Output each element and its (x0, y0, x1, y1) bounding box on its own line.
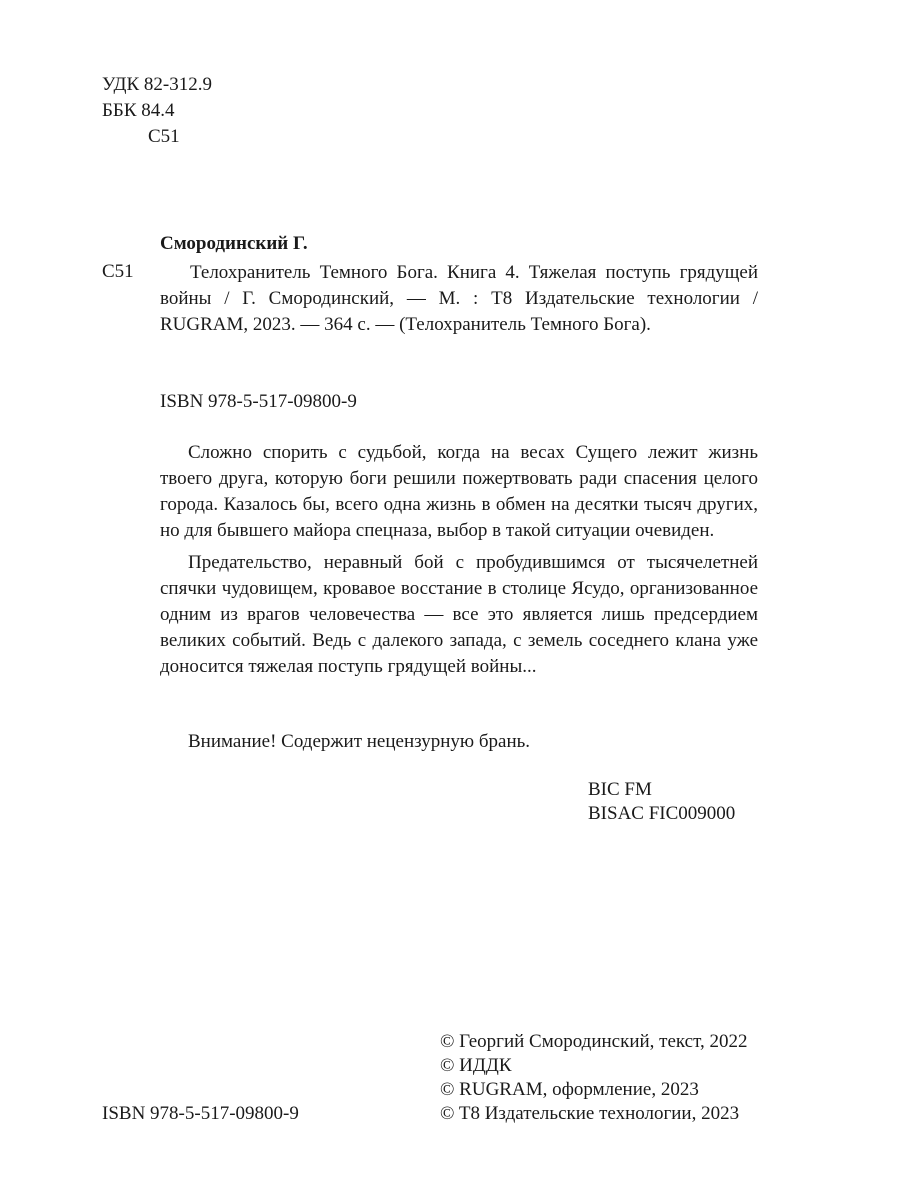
author-mark: С51 (102, 261, 134, 282)
bibliographic-description: Телохранитель Темного Бога. Книга 4. Тяжелая поступь грядущей войны / Г. Смородинский, — М. : T8 Издательские технологии / RUGRAM, 2023. — 364 с. — (Телохранитель Темного Бога). (160, 262, 758, 335)
bic-code: BIC FM (588, 779, 652, 800)
bisac-code: BISAC FIC009000 (588, 803, 736, 824)
subject-codes (588, 778, 735, 826)
classification-codes (102, 72, 212, 150)
content-warning: Внимание! Содержит нецензурную брань. (188, 731, 531, 752)
author-heading: Смородинский Г. (160, 233, 308, 254)
copyright-line: © ИДДК (440, 1055, 512, 1076)
annotation-paragraph: Сложно спорить с судьбой, когда на весах Сущего лежит жизнь твоего друга, которую боги решили пожертвовать ради спасения целого города. Казалось бы, всего одна жизнь в обмен на десятки тысяч других, но для бывшего майора спецназа, выбор в такой ситуации очевиден. (160, 442, 758, 541)
annotation (160, 440, 758, 686)
copyright-line: © RUGRAM, оформление, 2023 (440, 1079, 699, 1100)
copyright-line: © T8 Издательские технологии, 2023 (440, 1103, 740, 1124)
copyright-line: © Георгий Смородинский, текст, 2022 (440, 1031, 748, 1052)
annotation-paragraph: Предательство, неравный бой с пробудившимся от тысячелетней спячки чудовищем, кровавое восстание в столице Ясудо, организованное одним из врагов человечества — все это является лишь предсердием великих событий. Ведь с далекого запада, с земель соседнего клана уже доносится тяжелая поступь грядущей войны... (160, 552, 758, 677)
isbn-main: ISBN 978-5-517-09800-9 (160, 391, 357, 412)
udk-code: УДК 82-312.9 (102, 74, 212, 95)
bbk-code: ББК 84.4 (102, 100, 175, 121)
author-mark-top: С51 (148, 126, 180, 147)
copyright-block (440, 1030, 748, 1126)
isbn-bottom: ISBN 978-5-517-09800-9 (102, 1103, 299, 1124)
